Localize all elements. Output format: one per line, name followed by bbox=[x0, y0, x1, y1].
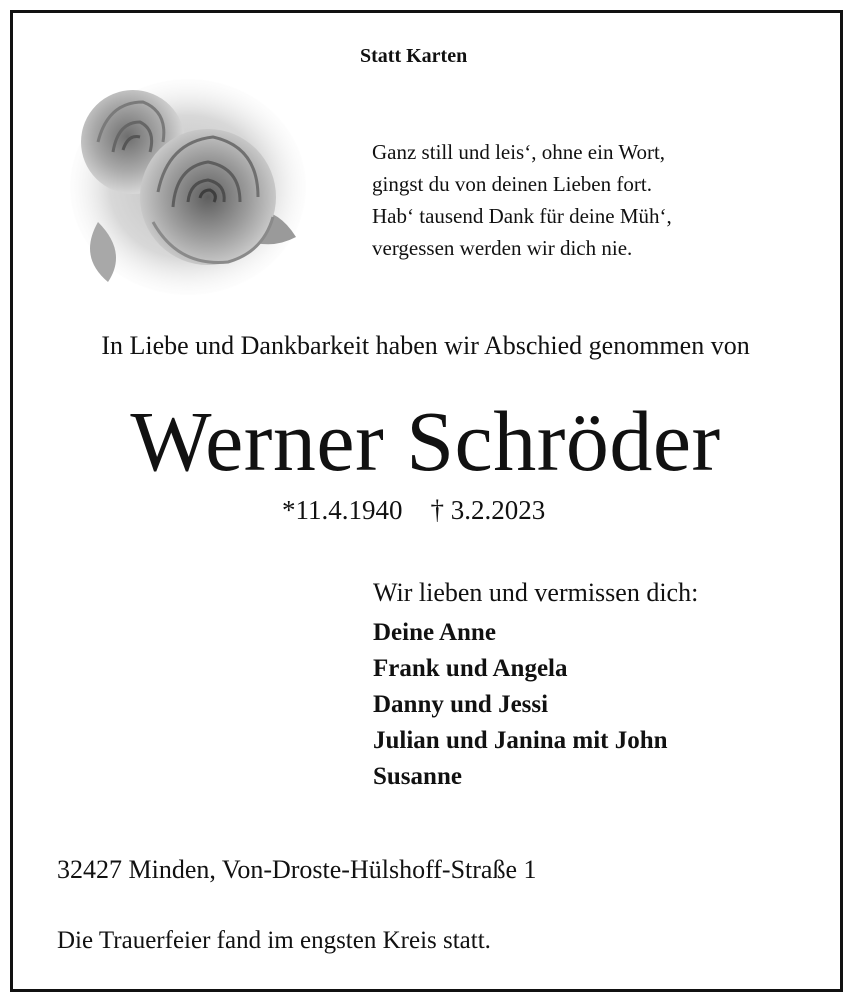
address: 32427 Minden, Von-Droste-Hülshoff-Straße 1 bbox=[57, 855, 537, 884]
funeral-note: Die Trauerfeier fand im engsten Kreis statt. bbox=[57, 927, 491, 954]
mourners-intro: Wir lieben und vermissen dich: bbox=[373, 578, 699, 607]
mourner-name: Julian und Janina mit John bbox=[373, 727, 668, 754]
mourners-list bbox=[373, 615, 668, 795]
poem-line: Ganz still und leis‘, ohne ein Wort, bbox=[372, 140, 666, 164]
birth-date: *11.4.1940 bbox=[282, 495, 403, 525]
rose-image bbox=[68, 72, 308, 297]
deceased-name: Werner Schröder bbox=[130, 393, 721, 489]
poem-line: vergessen werden wir dich nie. bbox=[372, 236, 633, 260]
death-date: † 3.2.2023 bbox=[430, 495, 546, 525]
mourner-name: Danny und Jessi bbox=[373, 691, 549, 718]
mourner-name: Frank und Angela bbox=[373, 655, 568, 682]
header-statt-karten: Statt Karten bbox=[360, 45, 468, 67]
poem bbox=[372, 136, 672, 264]
poem-line: gingst du von deinen Lieben fort. bbox=[372, 172, 652, 196]
intro-text: In Liebe und Dankbarkeit haben wir Abschied genommen von bbox=[101, 331, 750, 360]
mourner-name: Deine Anne bbox=[373, 619, 496, 646]
life-dates bbox=[282, 495, 545, 526]
mourner-name: Susanne bbox=[373, 763, 462, 790]
poem-line: Hab‘ tausend Dank für deine Müh‘, bbox=[372, 204, 672, 228]
